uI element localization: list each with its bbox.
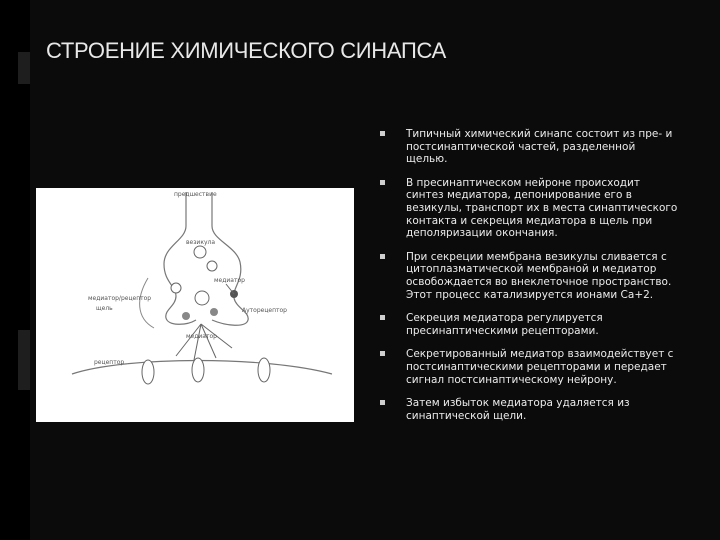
bullet-item [378, 348, 678, 386]
accent-bar-left-lower [18, 330, 30, 390]
release-arrow [194, 324, 201, 360]
release-site [210, 308, 218, 316]
label-mediator-small: медиатор [214, 277, 245, 284]
label-left: медиатор/рецептор [88, 295, 152, 302]
autoreceptor-arrow [226, 284, 234, 294]
release-site [182, 312, 190, 320]
vesicle [194, 246, 206, 258]
bullet-text: Затем избыток медиатора удаляется из синаптической щели. [406, 397, 630, 422]
bullet-marker [380, 180, 385, 185]
presynaptic-membrane-left [164, 192, 196, 324]
membrane-curve [140, 278, 154, 328]
bullet-item [378, 251, 678, 301]
bullet-text: Типичный химический синапс состоит из пре- и постсинаптической частей, разделенной щелью. [406, 128, 673, 166]
bullet-text: Секреция медиатора регулируется пресинаптическими рецепторами. [406, 312, 603, 337]
label-cleft: щель [96, 305, 113, 312]
bullet-marker [380, 315, 385, 320]
presynaptic-membrane-right [212, 192, 248, 325]
slide-title: СТРОЕНИЕ ХИМИЧЕСКОГО СИНАПСА [46, 38, 446, 63]
synapse-illustration [36, 188, 354, 422]
label-autoreceptor: Ауторецептор [242, 307, 287, 314]
label-top: предшествие [174, 191, 217, 198]
release-arrow [176, 324, 201, 356]
vesicle [195, 291, 209, 305]
postsynaptic-receptor [258, 358, 270, 382]
postsynaptic-receptor [142, 360, 154, 384]
bullet-item [378, 128, 678, 166]
bullet-marker [380, 351, 385, 356]
postsynaptic-receptor [192, 358, 204, 382]
vesicle [207, 261, 217, 271]
bullet-text: При секреции мембрана везикулы сливается с цитоплазматической мембраной и медиатор освобождается во внеклеточное пространство. Этот процесс катализируется ионами Са+2. [406, 250, 672, 301]
vesicle [171, 283, 181, 293]
label-mediator: медиатор [186, 333, 217, 340]
bullet-item [378, 177, 678, 240]
bullet-marker [380, 400, 385, 405]
bullet-item [378, 397, 678, 422]
label-vesicle: везикула [186, 239, 216, 246]
release-arrow [201, 324, 216, 358]
bullet-item [378, 312, 678, 337]
bullet-text: Секретированный медиатор взаимодействует с постсинаптическими рецепторами и передает сигнал постсинаптическому нейрону. [406, 348, 674, 386]
bullet-marker [380, 254, 385, 259]
bullet-text: В пресинаптическом нейроне происходит синтез медиатора, депонирование его в везикулы, транспорт их в места синаптического контакта и секреция медиатора в щель при деполяризации окончания. [406, 176, 678, 240]
synapse-diagram [36, 188, 354, 422]
accent-bar-left [18, 52, 30, 84]
label-receptor: рецептор [94, 359, 125, 366]
bullet-list [378, 128, 678, 433]
bullet-marker [380, 131, 385, 136]
